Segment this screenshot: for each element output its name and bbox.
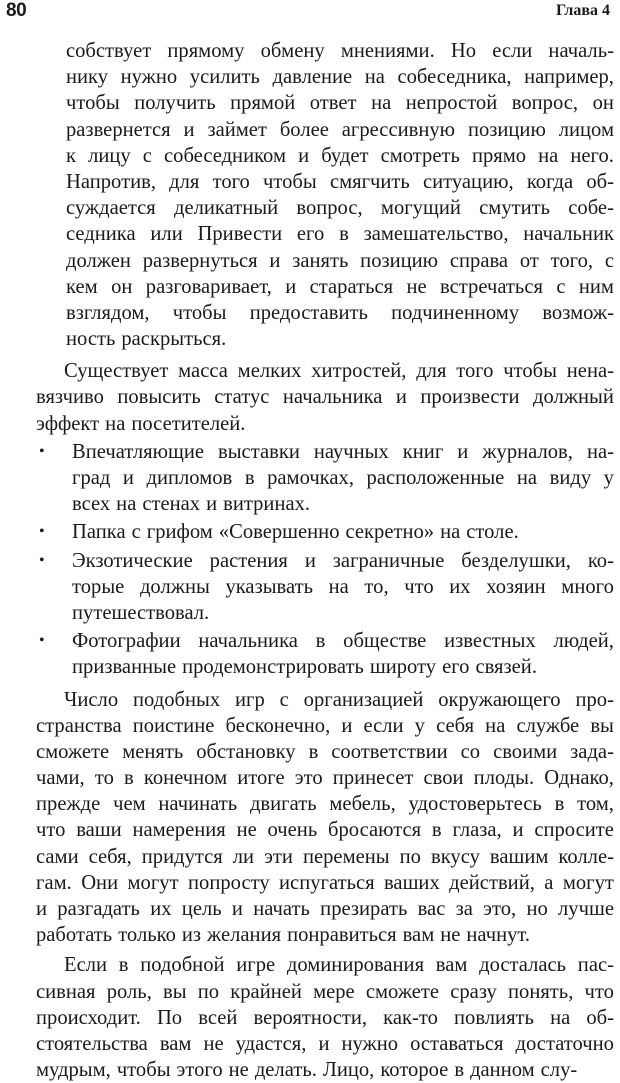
list-item — [39, 628, 614, 680]
text-line: должен развернуться и занять позицию справа от того, с — [66, 249, 614, 272]
text-line: путешествовал. — [72, 601, 210, 624]
list-item — [39, 519, 614, 545]
text-line: мудрым, чтобы этого не делать. Лицо, которое в данном слу- — [36, 1059, 578, 1082]
bullet-icon: • — [39, 523, 45, 541]
text-line: Экзотические растения и заграничные безделушки, ко- — [72, 549, 614, 572]
text-line: Существует масса мелких хитростей, для того чтобы нена- — [64, 360, 614, 383]
bullet-list — [36, 439, 614, 681]
text-line: Фотографии начальника в обществе известных людей, — [72, 630, 614, 653]
text-line: Если в подобной игре доминирования вам досталась пас- — [64, 954, 614, 977]
text-line: работать только из желания понравиться вам не начнут. — [36, 924, 531, 947]
text-line: гам. Они могут попросту испугаться ваших действий, а могут — [36, 871, 614, 894]
paragraph-continued — [66, 38, 614, 352]
text-line: Число подобных игр с организацией окружающего про- — [64, 688, 614, 711]
text-line: град и дипломов в рамочках, расположенные на виду у — [72, 467, 614, 489]
chapter-label: Глава 4 — [556, 2, 610, 19]
text-line: суждается деликатный вопрос, могущий смутить собе- — [66, 197, 614, 220]
text-line: кем он разговаривает, и стараться не встречаться с ним — [66, 275, 614, 298]
bullet-icon: • — [39, 551, 45, 569]
text-line: седника или Привести его в замешательство, начальник — [66, 223, 614, 246]
paragraph-passive-role — [36, 952, 614, 1083]
text-line: сможете менять обстановку в соответствии со своими зада- — [36, 740, 614, 763]
text-line: сами себя, придутся ли эти перемены по вкусу вашим колле- — [36, 845, 614, 868]
text-line: Папка с грифом «Совершенно секретно» на столе. — [72, 521, 519, 544]
list-item — [39, 548, 614, 627]
paragraph-tricks-intro — [36, 358, 614, 437]
text-line: стоятельства вам не удастся, и нужно оставаться достаточно — [36, 1032, 614, 1055]
bullet-icon: • — [39, 632, 45, 650]
text-line: ность раскрыться. — [66, 328, 227, 351]
text-line: всех на стенах и витринах. — [72, 493, 311, 516]
bullet-icon: • — [39, 442, 45, 460]
text-line: торые должны указывать на то, что их хозяин много — [72, 575, 614, 598]
text-line: что ваши намерения не очень бросаются в глаза, и спросите — [36, 819, 614, 842]
text-line: эффект на посетителей. — [36, 412, 246, 435]
text-line: собствует прямому обмену мнениями. Но если началь- — [66, 40, 614, 62]
text-line: развернется и займет более агрессивную позицию лицом — [66, 118, 614, 141]
text-line: странства поистине бесконечно, и если у себя на службе вы — [36, 714, 614, 737]
text-line: происходит. По всей вероятности, как-то повлиять на об- — [36, 1006, 614, 1029]
text-line: чтобы получить прямой ответ на непростой вопрос, он — [66, 92, 614, 115]
text-line: Впечатляющие выставки научных книг и журналов, на- — [72, 440, 614, 463]
page-body — [36, 38, 614, 1083]
page-header — [6, 0, 614, 24]
page-number: 80 — [6, 0, 27, 21]
text-line: чами, то в конечном итоге это принесет свои плоды. Однако, — [36, 767, 614, 790]
text-line: к лицу с собеседником и будет смотреть прямо на него. — [66, 144, 614, 167]
text-line: прежде чем начинать двигать мебель, удостоверьтесь в том, — [36, 793, 614, 816]
text-line: Напротив, для того чтобы смягчить ситуацию, когда об- — [66, 170, 614, 193]
text-line: нику нужно усилить давление на собеседника, например, — [66, 66, 614, 89]
list-item — [39, 439, 614, 518]
paragraph-space-games — [36, 687, 614, 949]
text-line: и разгадать их цель и начать презирать вас за это, но лучше — [36, 898, 614, 920]
text-line: вязчиво повысить статус начальника и произвести должный — [36, 386, 614, 409]
text-line: сивная роль, вы по крайней мере сможете сразу понять, что — [36, 980, 614, 1003]
text-line: призванные продемонстрировать широту его связей. — [72, 656, 537, 679]
text-line: взглядом, чтобы предоставить подчиненному возмож- — [66, 301, 614, 324]
